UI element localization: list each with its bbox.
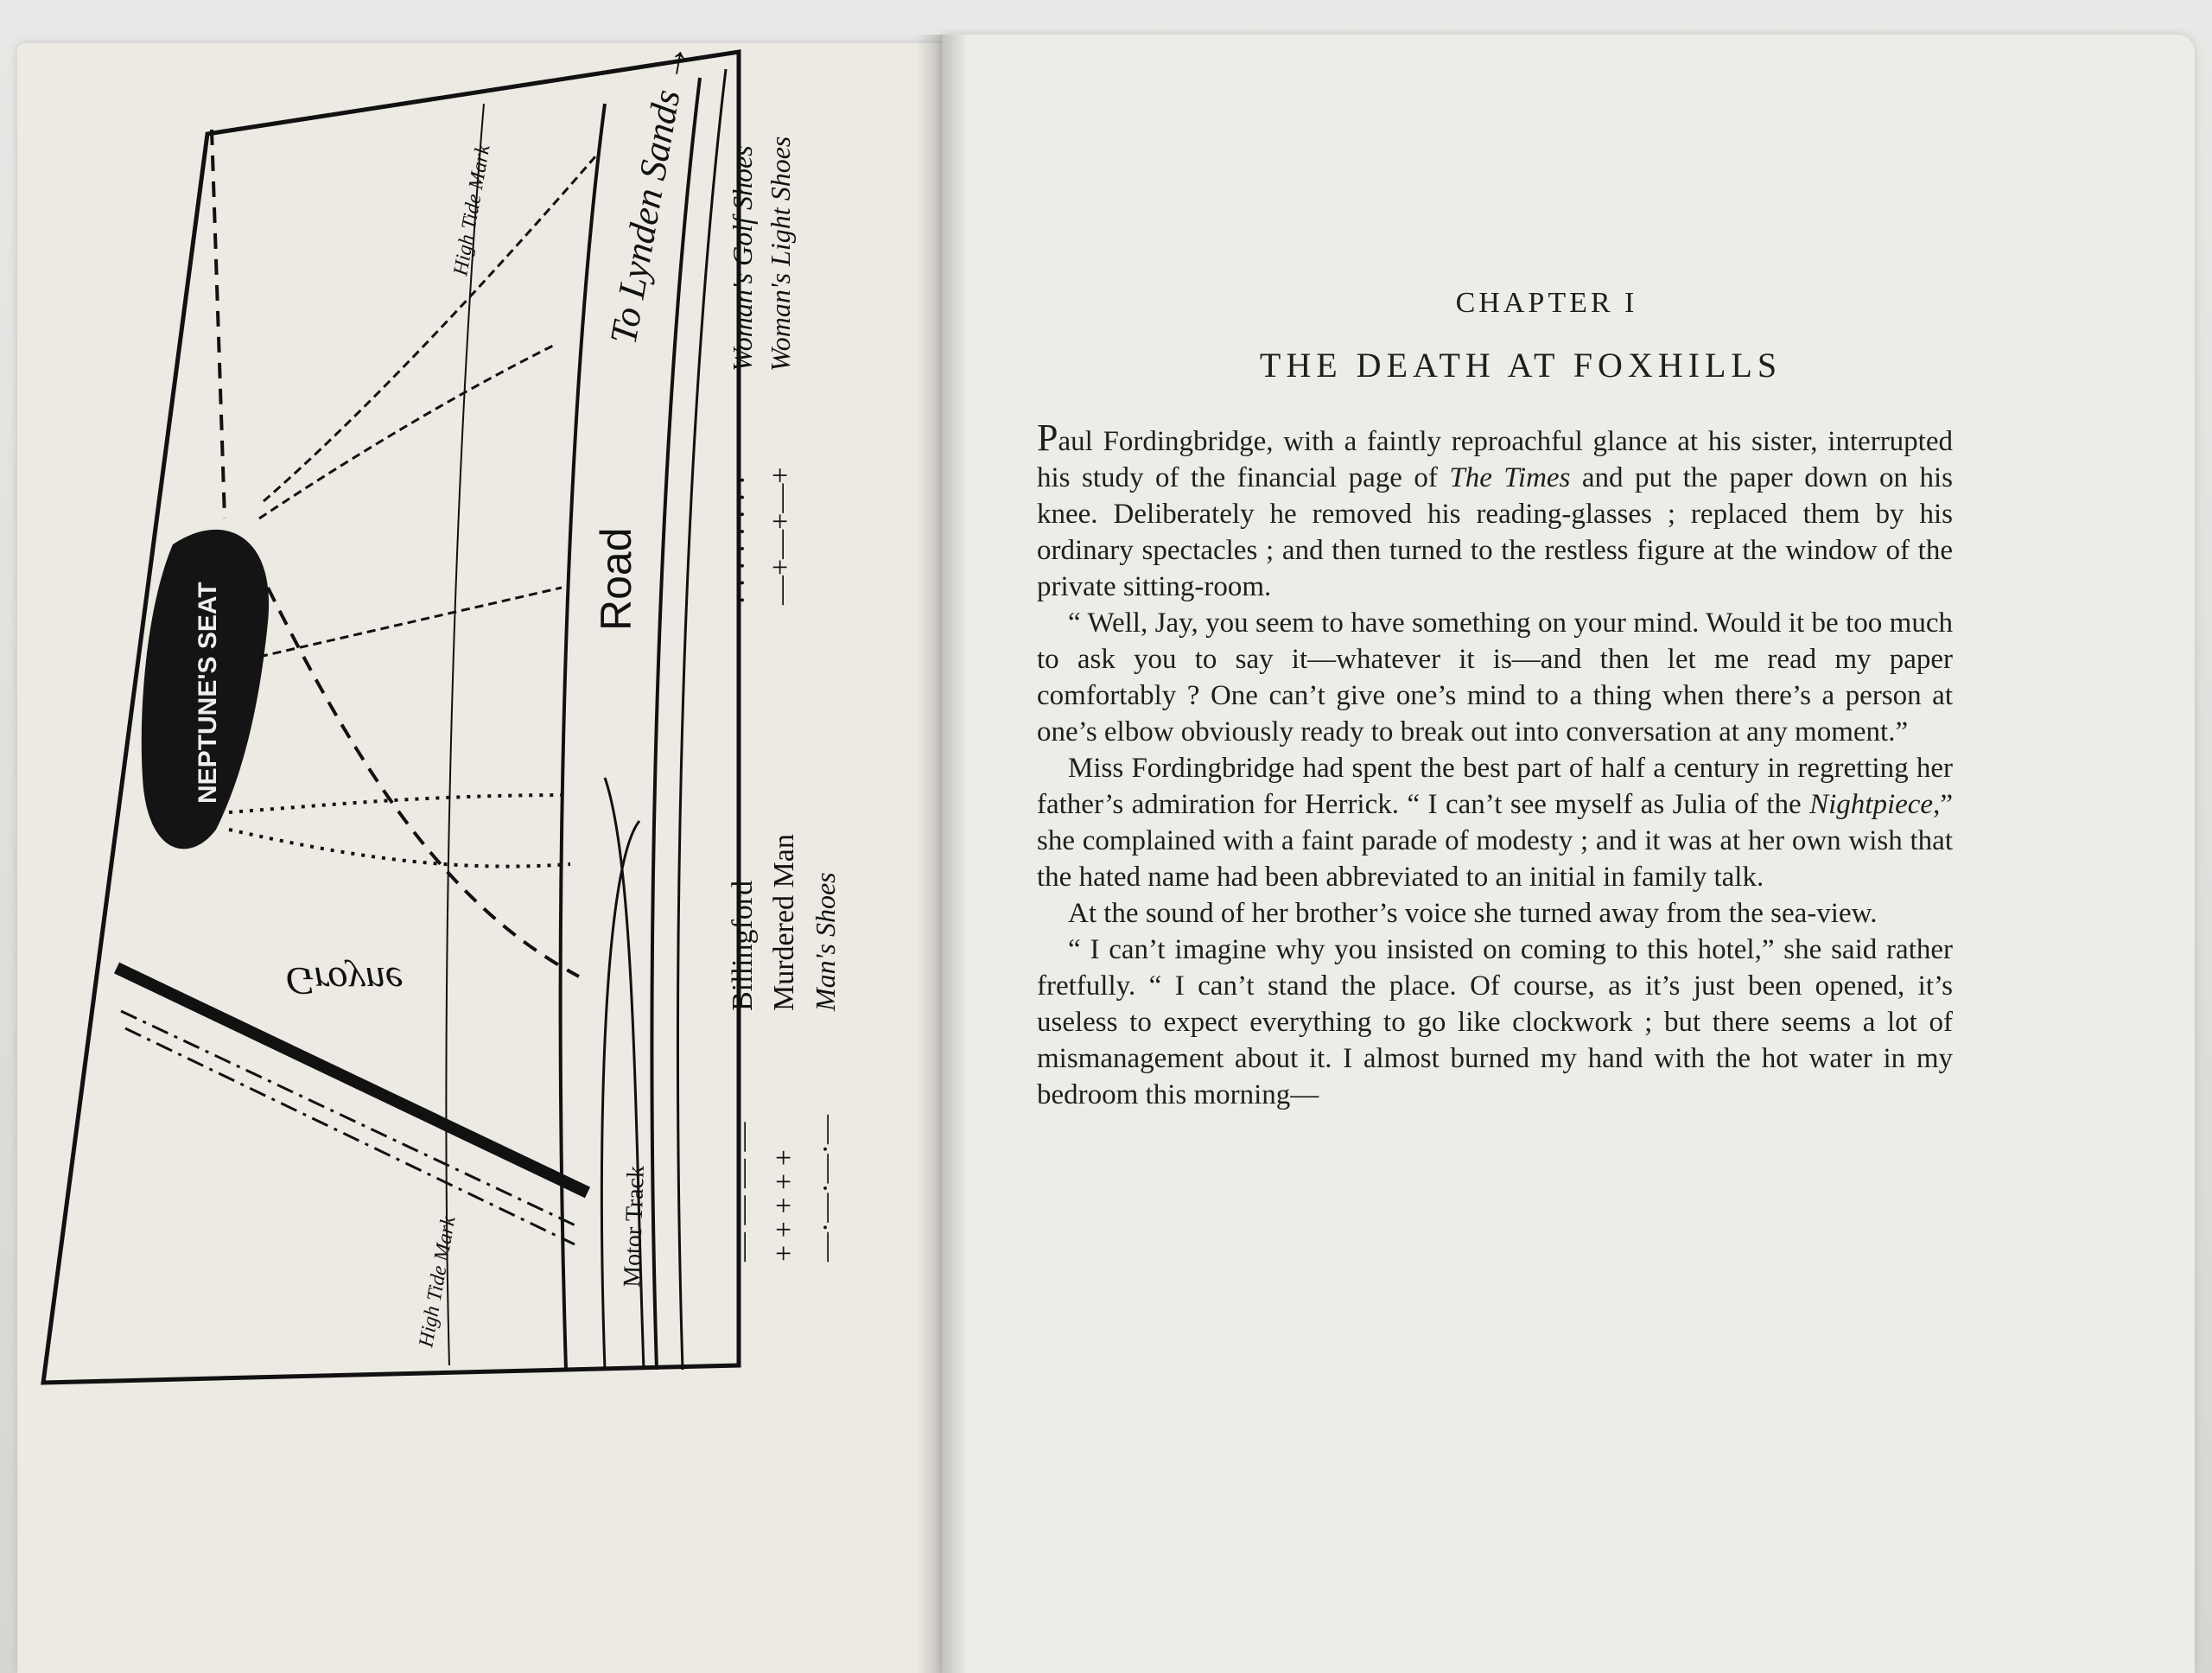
drop-cap: P	[1037, 417, 1058, 459]
legend-symbol-womans-golf-shoes: · · · · · · · ·	[727, 474, 759, 605]
womans-light-shoes-track	[264, 156, 596, 501]
legend-label-womans-golf-shoes: Woman's Golf Shoes	[727, 145, 758, 372]
chapter-number: CHAPTER I	[1455, 287, 1638, 319]
paragraph-3-text-after: ,” she complained with a faint parade of modesty ; and it was at her own wish that the hated name had been abbreviated to an initial in family talk.	[1037, 789, 1953, 893]
paragraph-4: At the sound of her brother’s voice she turned away from the sea-view.	[1068, 898, 1878, 929]
crime-scene-map	[0, 0, 942, 1673]
paragraph-1	[1037, 417, 1953, 605]
map-label-high-tide-top: High Tide Mark	[449, 143, 495, 278]
legend-label-womans-light-shoes: Woman's Light Shoes	[765, 136, 796, 372]
legend-label-billingford: Billingford	[727, 880, 759, 1011]
womans-golf-shoes-track	[229, 795, 570, 812]
legend-label-mans-shoes: Man's Shoes	[810, 872, 841, 1011]
mans-shoes-track	[121, 1011, 579, 1227]
mans-shoes-track-2	[125, 1028, 575, 1244]
billingford-path-2	[268, 588, 579, 976]
map-label-neptunes-seat: NEPTUNE'S SEAT	[194, 582, 222, 804]
paragraph-2: “ Well, Jay, you seem to have something on your mind. Would it be too much to ask you to say it—whatever it is—and then let me read my paper comfortably ? One can’t give one’s mind to a thing when there’s a person at one’s elbow obviously ready to break out into conversation at any moment.”	[1037, 607, 1953, 747]
map-label-high-tide-bottom: High Tide Mark	[415, 1214, 461, 1350]
womans-golf-shoes-track-2	[229, 830, 570, 867]
paragraph-5: “ I can’t imagine why you insisted on coming to this hotel,” she said rather fretfully. “ I can’t stand the place. Of course, as it’s just been opened, it’s useless to expect everything to go like clockwork ; but there seems a lot of mismanagement about it. I almost burned my hand with the hot water in my bedroom this morning—	[1037, 934, 1953, 1110]
paragraph-1-text-after: and put the paper down on his knee. Deliberately he removed his reading-glasses ; replaced them by his ordinary spectacles ; and then turned to the restless figure at the window of the private sitting-room.	[1037, 462, 1953, 602]
chapter-title: THE DEATH AT FOXHILLS	[1259, 346, 1783, 385]
map-label-motor-track: Motor Track	[619, 1165, 650, 1288]
paragraph-3-text: Miss Fordingbridge had spent the best part of half a century in regretting her father’s admiration for Herrick. “ I can’t see myself as Julia of the	[1037, 753, 1953, 820]
paragraph-3	[1037, 750, 1953, 895]
murdered-man-track	[259, 588, 562, 657]
chapter-text-block	[1037, 285, 1953, 1113]
legend-symbol-billingford: — — — —	[727, 1122, 759, 1262]
map-label-to-lynden-sands: To Lynden Sands →	[601, 39, 697, 347]
legend-label-murdered-man: Murdered Man	[768, 834, 800, 1011]
legend-symbol-mans-shoes: —·—·—·—	[810, 1115, 842, 1262]
womans-light-shoes-track-2	[259, 346, 553, 518]
paragraph-3-italic: Nightpiece	[1809, 789, 1934, 820]
paragraph-1-italic: The Times	[1449, 462, 1571, 493]
chapter-paragraphs	[1037, 417, 1953, 1113]
map-legend	[727, 137, 842, 1263]
road-edge-far	[677, 69, 726, 1370]
map-label-road: Road	[592, 527, 640, 631]
map-label-groyne: Groyne	[285, 959, 404, 1003]
road-edge-outer	[652, 78, 700, 1370]
paragraph-1-text: aul Fordingbridge, with a faintly reproachful glance at his sister, interrupted his study of the financial page of	[1037, 426, 1953, 493]
high-tide-line	[446, 104, 484, 1365]
legend-symbol-murdered-man: + + + + +	[768, 1149, 800, 1262]
billingford-path	[212, 130, 225, 518]
legend-symbol-womans-light-shoes: —+—+—+	[765, 467, 797, 605]
